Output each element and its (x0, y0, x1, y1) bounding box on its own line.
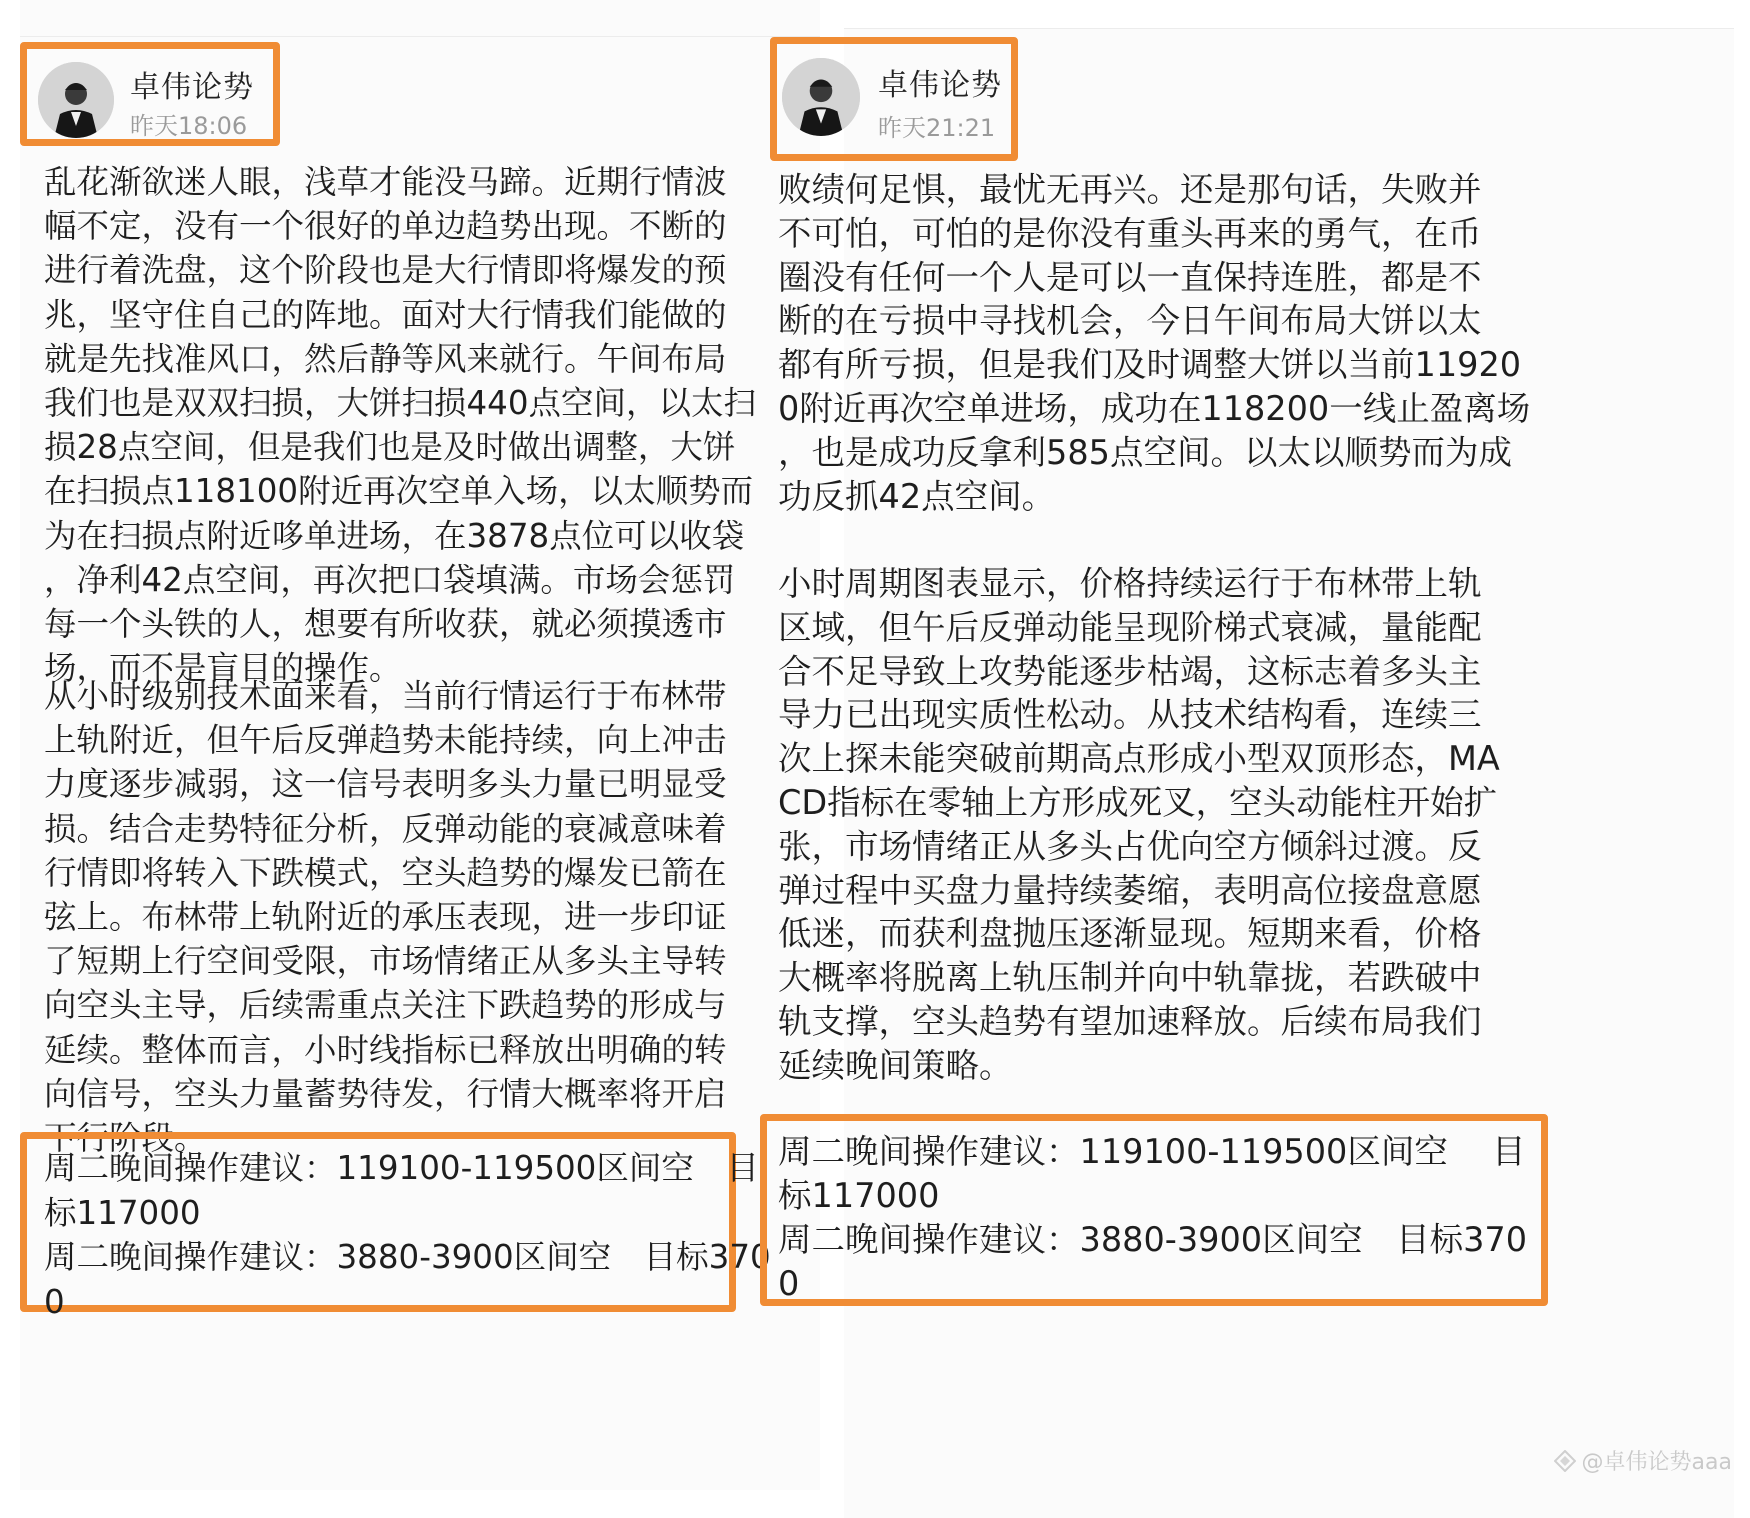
author-name[interactable]: 卓伟论势 (130, 70, 254, 105)
post-paragraph-2: 从小时级别技术面来看，当前行情运行于布林带 上轨附近，但午后反弹趋势未能持续，向上冲击 力度逐步减弱，这一信号表明多头力量已明显受 损。结合走势特征分析，反弹动能的衰减意味着 行情即将转入下跌模式，空头趋势的爆发已箭在 弦上。布林带上轨附近的承压表现，进一步印证 了短期上行空间受限，市场情绪正从多头主导转 向空头主导，后续需重点关注下跌趋势的形成与 延续。整体而言，小时线指标已释放出明确的转 向信号，空头力量蓄势待发，行情大概率将开启 下行阶段。 (44, 677, 727, 1158)
person-avatar-icon (38, 62, 114, 138)
operation-advice: 周二晚间操作建议：119100-119500区间空 目 标117000 周二晚间操作建议：3880-3900区间空 目标370 0 (44, 1149, 771, 1321)
right-post-content (770, 0, 1570, 1490)
divider (20, 36, 820, 37)
watermark (1554, 1445, 1732, 1476)
post-paragraph-2: 小时周期图表显示，价格持续运行于布林带上轨 区域，但午后反弹动能呈现阶梯式衰减，量能配 合不足导致上攻势能逐步枯竭，这标志着多头主 导力已出现实质性松动。从技术结构看，连续三 次上探未能突破前期高点形成小型双顶形态，MA CD指标在零轴上方形成死叉，空头动能柱开始扩 张，市场情绪正从多头占优向空方倾斜过渡。反 弹过程中买盘力量持续萎缩，表明高位接盘意愿 低迷，而获利盘抛压逐渐显现。短期来看，价格 大概率将脱离上轨压制并向中轨靠拢，若跌破中 轨支撑，空头趋势有望加速释放。后续布局我们 延续晚间策略。 (778, 564, 1500, 1085)
post-paragraph-1: 乱花渐欲迷人眼，浅草才能没马蹄。近期行情波 幅不定，没有一个很好的单边趋势出现。不断的 进行着洗盘，这个阶段也是大行情即将爆发的预 兆，坚守住自己的阵地。面对大行情我们能做的 就是先找准风口，然后静等风来就行。午间布局 我们也是双双扫损，大饼扫损440点空间，以太扫 损28点空间，但是我们也是及时做出调整，大饼 在扫损点118100附近再次空单入场，以太顺势而 为在扫损点附近哆单进场，在3878点位可以收袋 ，净利42点空间，再次把口袋填满。市场会惩罚 每一个头铁的人，想要有所收获，就必须摸透市 场，而不是盲目的操作。 (44, 163, 757, 688)
post-paragraph-1: 败绩何足惧，最忧无再兴。还是那句话，失败并 不可怕，可怕的是你没有重头再来的勇气，在币 圈没有任何一个人是可以一直保持连胜，都是不 断的在亏损中寻找机会，今日午间布局大饼以太 都有所亏损，但是我们及时调整大饼以当前11920 0附近再次空单进场，成功在118200一线止盈离场 ，也是成功反拿利585点空间。以太以顺势而为成 功反抓42点空间。 (778, 170, 1531, 516)
operation-advice: 周二晚间操作建议：119100-119500区间空 目 标117000 周二晚间操作建议：3880-3900区间空 目标370 0 (778, 1132, 1528, 1303)
author-name[interactable]: 卓伟论势 (878, 68, 1002, 103)
watermark-text: @卓伟论势aaa (1581, 1450, 1732, 1475)
avatar[interactable] (38, 62, 114, 138)
post-time: 昨天18:06 (130, 112, 248, 140)
left-post-panel (20, 0, 820, 1490)
diamond-logo-icon (1554, 1450, 1576, 1472)
post-time: 昨天21:21 (878, 114, 996, 142)
